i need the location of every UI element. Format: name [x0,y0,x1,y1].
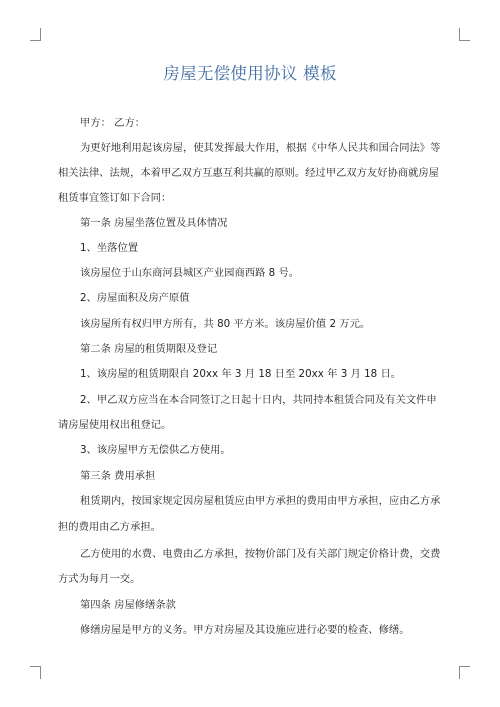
article-1-heading: 第一条 房屋坐落位置及具体情况 [80,217,228,229]
article-2-item-2-line-2: 请房屋使用权出租登记。 [58,419,172,431]
intro-paragraph-line-3: 租赁事宜签订如下合同： [58,192,172,204]
article-1-item-2-heading: 2、房屋面积及房产原值 [80,292,190,304]
article-3-paragraph-1-line-2: 担的费用由乙方承担。 [58,521,161,533]
article-2-item-3: 3、该房屋甲方无偿供乙方使用。 [80,444,231,456]
article-4-paragraph-line-1: 修缮房屋是甲方的义务。甲方对房屋及其设施应进行必要的检查、修缮。 [80,624,410,636]
article-1-item-1-text: 该房屋位于山东商河县城区产业园商西路 8 号。 [80,267,300,279]
article-3-heading: 第三条 费用承担 [80,470,156,482]
intro-paragraph-line-2: 相关法律、法规，本着甲乙双方互惠互利共赢的原则。经过甲乙双方友好协商就房屋 [58,167,439,179]
article-1-item-1-heading: 1、坐落位置 [80,242,139,254]
article-1-item-2-text: 该房屋所有权归甲方所有，共 80 平方米。该房屋价值 2 万元。 [80,318,371,330]
intro-paragraph-line-1: 为更好地利用起该房屋，使其发挥最大作用，根据《中华人民共和国合同法》等 [80,142,441,154]
page-corner-mark-top-right [459,28,470,41]
article-2-heading: 第二条 房屋的租赁期限及登记 [80,343,218,355]
document-title: 房屋无偿使用协议 模板 [163,64,337,83]
article-4-heading: 第四条 房屋修缮条款 [80,599,176,611]
page-corner-mark-bottom-right [459,666,470,679]
article-3-paragraph-2-line-2: 方式为每月一交。 [58,573,141,585]
page-corner-mark-bottom-left [30,666,41,679]
article-2-item-2-line-1: 2、甲乙双方应当在本合同签订之日起十日内，共同持本租赁合同及有关文件申 [80,394,437,406]
article-2-item-1: 1、该房屋的租赁期限自 20xx 年 3 月 18 日至 20xx 年 3 月 18 日。 [80,368,402,380]
article-3-paragraph-2-line-1: 乙方使用的水费、电费由乙方承担，按物价部门及有关部门规定价格计费，交费 [80,548,441,560]
party-line: 甲方： 乙方： [80,117,146,129]
article-3-paragraph-1-line-1: 租赁期内，按国家规定因房屋租赁应由甲方承担的费用由甲方承担，应由乙方承 [80,495,441,507]
page-corner-mark-top-left [30,28,41,41]
